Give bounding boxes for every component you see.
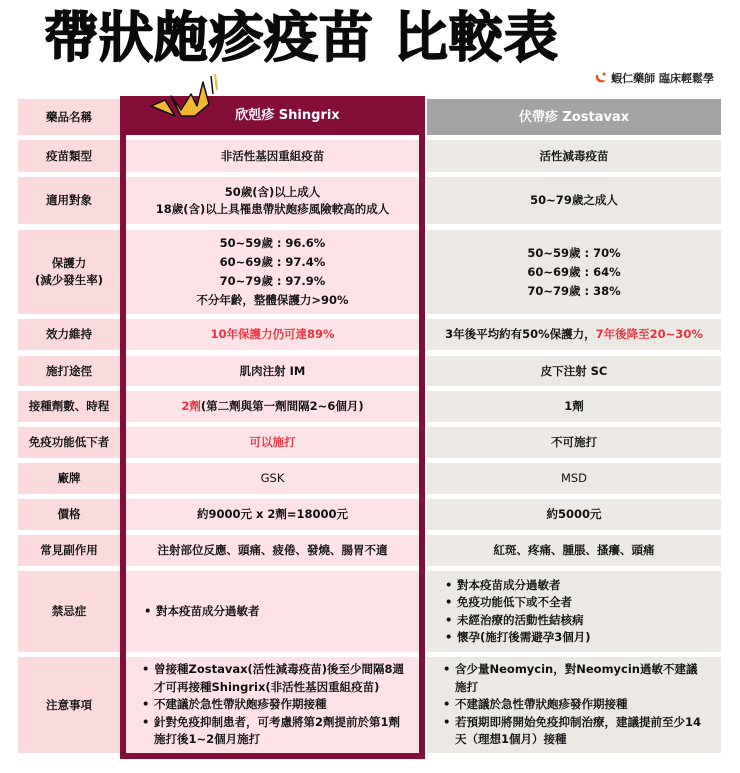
- cell-text: 皮下注射 SC: [540, 363, 608, 378]
- zostavax-target: [427, 177, 721, 224]
- row-label-immunocompromised: [18, 427, 120, 458]
- shingrix-precautions: [126, 657, 419, 753]
- row-label-efficacy: [18, 230, 120, 314]
- label-text: 免疫功能低下者: [28, 435, 110, 449]
- zostavax-price: [427, 499, 721, 530]
- highlight-text: 可以施打: [249, 435, 296, 449]
- row-label-manufacturer: [18, 463, 120, 494]
- cell-text: 不可施打: [551, 435, 597, 449]
- cell-line: 不分年齡，整體保護力>90%: [196, 293, 349, 307]
- cell-text: 活性減毒疫苗: [539, 148, 609, 163]
- zostavax-contraindications: [427, 571, 721, 652]
- cell-text: 注射部位反應、頭痛、疲倦、發燒、腸胃不適: [157, 543, 388, 557]
- cell-line: 70~79歲 : 38%: [527, 283, 621, 298]
- header-label-cell: [18, 99, 120, 135]
- list-item: • 若預期即將開始免疫抑制治療，建議提前至少14天（理想1個月）接種: [441, 714, 707, 749]
- shingrix-side-effects: [126, 535, 419, 566]
- row-label-target: [18, 177, 120, 224]
- bullet-list: [140, 661, 407, 749]
- shingrix-manufacturer: [126, 463, 419, 494]
- zostavax-doses: [427, 391, 721, 422]
- row-label-doses: [18, 391, 120, 422]
- zostavax-efficacy: [427, 230, 721, 314]
- cell-text: 非活性基因重組疫苗: [220, 148, 325, 163]
- bullet-list: [142, 603, 260, 621]
- zostavax-manufacturer: [427, 463, 721, 494]
- list-item: • 不建議於急性帶狀皰疹發作期接種: [441, 696, 707, 714]
- label-line: 保護力: [51, 256, 87, 270]
- label-text: 價格: [57, 507, 81, 521]
- shingrix-efficacy: [126, 230, 419, 314]
- row-label-price: [18, 499, 120, 530]
- cell-line: 70~79歲 : 97.9%: [219, 274, 326, 288]
- cell-line: 60~69歲 : 97.4%: [219, 255, 326, 269]
- highlight-text: 10年保護力仍可達89%: [210, 327, 335, 341]
- cell-text: 約5000元: [546, 507, 602, 521]
- row-label-precautions: [18, 657, 120, 753]
- list-item: • 未經治療的活動性結核病: [443, 612, 591, 630]
- shingrix-price: [126, 499, 419, 530]
- cell-line: 50~59歲 : 96.6%: [219, 236, 326, 250]
- list-item: • 對本疫苗成分過敏者: [142, 603, 260, 621]
- page-title: 帶狀皰疹疫苗 比較表: [44, 6, 559, 69]
- row-label-route: [18, 356, 120, 386]
- label-text: 常見副作用: [40, 543, 98, 557]
- shingrix-immunocompromised: [126, 427, 419, 458]
- cell-text: 肌肉注射 IM: [239, 363, 306, 378]
- row-label-contraindications: [18, 571, 120, 652]
- shingrix-vaccine-type: [126, 140, 419, 172]
- label-text: 施打途徑: [46, 363, 92, 378]
- label-text: 效力維持: [46, 327, 92, 341]
- list-item: • 對本疫苗成分過敏者: [443, 577, 591, 595]
- brand-logo: [593, 70, 714, 86]
- zostavax-vaccine-type: [427, 140, 721, 172]
- zostavax-side-effects: [427, 535, 721, 566]
- brand-text: 蝦仁藥師 臨床輕鬆學: [611, 72, 714, 85]
- row-label-vaccine-type: [18, 140, 120, 172]
- label-text: 疫苗類型: [46, 148, 92, 163]
- shingrix-route: [126, 356, 419, 386]
- shingrix-target: [126, 177, 419, 224]
- crown-icon: [145, 70, 225, 122]
- label-text: 適用對象: [46, 193, 92, 207]
- row-label-side-effects: [18, 535, 120, 566]
- bullet-list: [441, 661, 707, 749]
- cell-text: 1劑: [564, 399, 584, 413]
- header-zostavax-label: 伏帶疹 Zostavax: [518, 109, 630, 125]
- cell-text: MSD: [560, 471, 588, 485]
- header-zostavax: [427, 99, 721, 135]
- label-text: 禁忌症: [51, 604, 87, 618]
- bullet-list: [443, 577, 591, 647]
- cell-text: 3年後平均約有50%保護力，: [445, 327, 596, 341]
- list-item: • 針對免疫抑制患者，可考慮將第2劑提前於第1劑施打後1~2個月施打: [140, 714, 407, 749]
- shingrix-duration: [126, 319, 419, 350]
- label-text: 注意事項: [46, 697, 92, 712]
- label-line: (減少發生率): [34, 273, 103, 287]
- zostavax-immunocompromised: [427, 427, 721, 458]
- row-label-duration: [18, 319, 120, 350]
- header-label: 藥品名稱: [46, 109, 92, 124]
- list-item: • 曾接種Zostavax(活性減毒疫苗)後至少間隔8週才可再接種Shingrix(非活性基因重組疫苗): [140, 661, 407, 696]
- shingrix-contraindications: [126, 571, 419, 652]
- cell-text: 紅斑、疼痛、腫脹、搔癢、頭痛: [493, 543, 655, 557]
- cell-text: GSK: [260, 471, 285, 485]
- cell-line: 50~59歲 : 70%: [527, 245, 621, 260]
- label-text: 廠牌: [57, 471, 81, 485]
- cell-text: 50~79歲之成人: [530, 193, 618, 207]
- zostavax-precautions: [427, 657, 721, 753]
- shrimp-icon: [593, 71, 607, 85]
- header-shingrix-label: 欣剋疹 Shingrix: [235, 108, 340, 123]
- zostavax-duration: [427, 319, 721, 350]
- list-item: • 免疫功能低下或不全者: [443, 594, 591, 612]
- cell-line: 50歲(含)以上成人: [224, 184, 321, 199]
- cell-text: 約9000元 x 2劑=18000元: [196, 507, 349, 521]
- highlight-text: 2劑: [181, 399, 201, 413]
- list-item: • 含少量Neomycin，對Neomycin過敏不建議施打: [441, 661, 707, 696]
- list-item: • 懷孕(施打後需避孕3個月): [443, 629, 591, 647]
- cell-text: (第二劑與第一劑間隔2~6個月): [200, 399, 364, 413]
- cell-line: 60~69歲 : 64%: [527, 264, 621, 279]
- label-text: 接種劑數、時程: [28, 399, 110, 413]
- highlight-text: 7年後降至20~30%: [595, 327, 703, 341]
- zostavax-route: [427, 356, 721, 386]
- cell-line: 18歲(含)以上具罹患帶狀皰疹風險較高的成人: [155, 201, 390, 216]
- shingrix-doses: [126, 391, 419, 422]
- list-item: • 不建議於急性帶狀皰疹發作期接種: [140, 696, 407, 714]
